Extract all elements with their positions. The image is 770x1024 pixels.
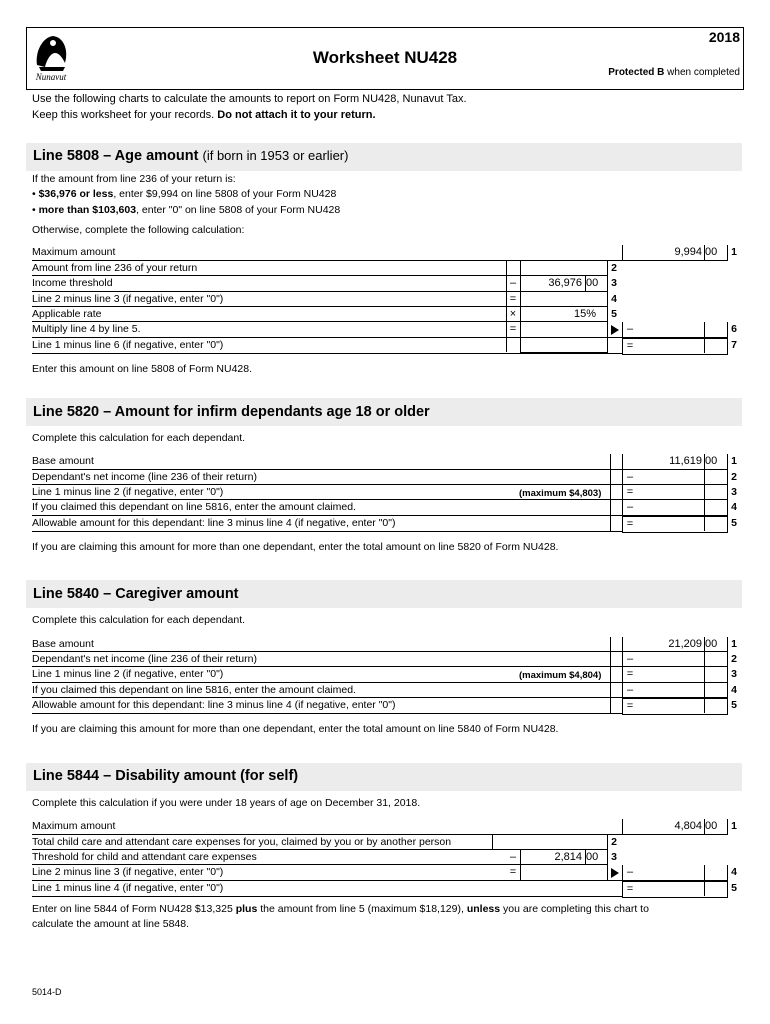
- s5840-line5-field[interactable]: [622, 698, 728, 715]
- divider: [32, 499, 622, 500]
- equals-operator: =: [509, 323, 517, 335]
- intro-line-2: [32, 109, 376, 121]
- s5840-row-3: Line 1 minus line 2 (if negative, enter "0"): [32, 668, 224, 680]
- s5808-bullet-1-bold: $36,976 or less: [38, 188, 114, 200]
- s5808-row-4: Line 2 minus line 3 (if negative, enter "0"): [32, 293, 224, 305]
- s5844-note-2: calculate the amount at line 5848.: [32, 918, 190, 930]
- s5844-row-4: Line 2 minus line 3 (if negative, enter "0"): [32, 866, 224, 878]
- s5808-p2: Otherwise, complete the following calculation:: [32, 224, 245, 236]
- s5844-line1-dollars: 4,804: [674, 820, 702, 832]
- section-title-5808: [33, 148, 348, 164]
- s5844-row-5: Line 1 minus line 4 (if negative, enter "0"): [32, 882, 224, 894]
- intro-do-not-attach: Do not attach it to your return.: [217, 109, 376, 121]
- section-heading-5820: – Amount for infirm dependants age 18 or older: [103, 404, 430, 420]
- s5844-note-c: you are completing this chart to: [500, 903, 649, 915]
- divider: [32, 682, 622, 683]
- line-number-1: 1: [731, 455, 737, 467]
- cents-separator: [704, 322, 705, 353]
- section-sub-5808: (if born in 1953 or earlier): [202, 148, 349, 163]
- divider: [32, 531, 622, 532]
- s5808-bullet-1-rest: , enter $9,994 on line 5808 of your Form NU428: [113, 188, 337, 200]
- divider: [32, 484, 622, 485]
- line-number-4: 4: [611, 293, 617, 305]
- equals-operator: =: [509, 293, 517, 305]
- s5844-note-unless: unless: [466, 903, 501, 915]
- s5844-note-1: [32, 903, 649, 915]
- s5808-line7-field[interactable]: [622, 338, 728, 355]
- s5844-line5-field[interactable]: [622, 881, 728, 898]
- divider: [32, 666, 622, 667]
- logo-text: Nunavut: [35, 72, 67, 82]
- page-title: Worksheet NU428: [312, 48, 458, 67]
- section-heading-5840: – Caregiver amount: [103, 586, 239, 602]
- s5808-line3-dollars: 36,976: [548, 277, 582, 289]
- section-title-5840: [33, 586, 239, 602]
- s5820-row-2: Dependant's net income (line 236 of their return): [32, 471, 257, 483]
- arrow-right-icon: [611, 868, 619, 878]
- equals-operator: =: [626, 883, 634, 895]
- intro-line-1: Use the following charts to calculate the amounts to report on Form NU428, Nunavut Tax.: [32, 93, 467, 105]
- protected-suffix: when completed: [667, 67, 740, 78]
- s5840-row-4: If you claimed this dependant on line 5816, enter the amount claimed.: [32, 684, 356, 696]
- line-number-3: 3: [731, 668, 737, 680]
- divider: [32, 515, 622, 516]
- line-number-5: 5: [731, 517, 737, 529]
- divider: [32, 651, 622, 652]
- s5808-row-6: Multiply line 4 by line 5.: [32, 323, 141, 335]
- s5844-line3-dollars: 2,814: [554, 851, 582, 863]
- s5840-row-1: Base amount: [32, 638, 94, 650]
- s5840-line3-field[interactable]: [622, 667, 728, 683]
- s5840-line1-dollars: 21,209: [668, 638, 702, 650]
- line-number-5: 5: [731, 699, 737, 711]
- divider: [32, 697, 622, 698]
- s5808-row-2: Amount from line 236 of your return: [32, 262, 198, 274]
- s5844-row-2: Total child care and attendant care expenses for you, claimed by you or by another person: [32, 836, 452, 848]
- s5808-line6-field[interactable]: [622, 322, 728, 338]
- line-number-5: 5: [731, 882, 737, 894]
- divider: [32, 713, 622, 714]
- section-title-5844: [33, 768, 298, 784]
- s5840-line2-field[interactable]: [622, 652, 728, 667]
- intro-keep: Keep this worksheet for your records.: [32, 109, 215, 121]
- divider: [32, 353, 622, 354]
- section-heading-5808: – Age amount: [103, 148, 199, 164]
- s5844-p1: Complete this calculation if you were under 18 years of age on December 31, 2018.: [32, 797, 421, 809]
- s5808-line1-dollars: 9,994: [674, 246, 702, 258]
- s5820-note: If you are claiming this amount for more than one dependant, enter the total amount on line 5820 of Form NU428.: [32, 541, 559, 553]
- equals-operator: =: [626, 340, 634, 352]
- form-code: 5014-D: [32, 987, 62, 997]
- s5808-bullet-2: • more than $103,603, enter "0" on line 5808 of your Form NU428: [32, 204, 341, 216]
- protected-b: Protected B: [608, 67, 665, 78]
- s5808-bullet-2-bold: more than $103,603: [38, 204, 137, 216]
- s5808-line3-cents: 00: [586, 277, 599, 289]
- line-number-3: 3: [611, 277, 617, 289]
- minus-operator: –: [626, 323, 634, 335]
- divider: [32, 469, 622, 470]
- divider: [32, 896, 622, 897]
- line-number-1: 1: [731, 638, 737, 650]
- s5808-p1: If the amount from line 236 of your return is:: [32, 173, 236, 185]
- s5844-line1-cents: 00: [705, 820, 718, 832]
- times-operator: ×: [509, 308, 517, 320]
- s5844-row-1: Maximum amount: [32, 820, 116, 832]
- equals-operator: =: [626, 518, 634, 530]
- minus-operator: –: [626, 501, 634, 513]
- s5808-row-7: Line 1 minus line 6 (if negative, enter "0"): [32, 339, 224, 351]
- arrow-right-icon: [611, 325, 619, 335]
- minus-operator: –: [626, 684, 634, 696]
- s5820-row-1: Base amount: [32, 455, 94, 467]
- s5820-line5-field[interactable]: [622, 516, 728, 533]
- s5820-row-5: Allowable amount for this dependant: line 3 minus line 4 (if negative, enter "0"): [32, 517, 396, 529]
- s5844-note-a: Enter on line 5844 of Form NU428 $13,325: [32, 903, 236, 915]
- line-number-3: 3: [611, 851, 617, 863]
- minus-operator: –: [509, 277, 517, 289]
- s5840-line1-cents: 00: [705, 638, 718, 650]
- cents-separator: [704, 865, 705, 896]
- line-number-4: 4: [731, 684, 737, 696]
- s5844-row-3: Threshold for child and attendant care expenses: [32, 851, 257, 863]
- s5840-maximum: (maximum $4,804): [519, 670, 602, 681]
- s5808-row-5: Applicable rate: [32, 308, 102, 320]
- tax-year: 2018: [708, 29, 740, 45]
- minus-operator: –: [626, 471, 634, 483]
- line-number-2: 2: [731, 653, 737, 665]
- s5808-bullet-2-rest: , enter "0" on line 5808 of your Form NU428: [136, 204, 341, 216]
- s5808-row-3: Income threshold: [32, 277, 113, 289]
- s5808-bullet-1: • $36,976 or less, enter $9,994 on line 5808 of your Form NU428: [32, 188, 337, 200]
- minus-operator: –: [626, 866, 634, 878]
- column-rule: [610, 454, 611, 531]
- s5808-row-1: Maximum amount: [32, 246, 116, 258]
- protected-label: [608, 67, 740, 78]
- s5840-row-2: Dependant's net income (line 236 of their return): [32, 653, 257, 665]
- line-number-1: 1: [731, 820, 737, 832]
- s5844-line4-mid-field[interactable]: [520, 865, 608, 881]
- equals-operator: =: [626, 700, 634, 712]
- minus-operator: –: [626, 653, 634, 665]
- s5844-note-b: the amount from line 5 (maximum $18,129),: [257, 903, 467, 915]
- equals-operator: =: [626, 486, 634, 498]
- s5844-line3-cents: 00: [586, 851, 599, 863]
- line-number-7: 7: [731, 339, 737, 351]
- s5820-line3-field[interactable]: [622, 485, 728, 500]
- cents-separator: [704, 454, 705, 531]
- line-number-2: 2: [611, 262, 617, 274]
- s5840-p1: Complete this calculation for each dependant.: [32, 614, 246, 626]
- s5844-line2-field[interactable]: [492, 835, 608, 850]
- s5808-mid-blank: [520, 338, 608, 353]
- line-number-2: 2: [731, 471, 737, 483]
- section-title-5820: [33, 404, 430, 420]
- cents-separator: [704, 637, 705, 713]
- s5820-row-3: Line 1 minus line 2 (if negative, enter "0"): [32, 486, 224, 498]
- line-number-5840: Line 5840: [33, 586, 100, 602]
- line-number-5: 5: [611, 308, 617, 320]
- s5840-row-5: Allowable amount for this dependant: line 3 minus line 4 (if negative, enter "0"): [32, 699, 396, 711]
- s5844-line4-field[interactable]: [622, 865, 728, 881]
- s5808-line6-mid-field[interactable]: [520, 322, 608, 338]
- s5840-note: If you are claiming this amount for more than one dependant, enter the total amount on line 5840 of Form NU428.: [32, 723, 559, 735]
- line-number-6: 6: [731, 323, 737, 335]
- s5820-line4-field[interactable]: [622, 500, 728, 516]
- s5820-line1-cents: 00: [705, 455, 718, 467]
- line-number-4: 4: [731, 866, 737, 878]
- minus-operator: –: [509, 851, 517, 863]
- line-number-1: 1: [731, 246, 737, 258]
- s5840-line4-field[interactable]: [622, 683, 728, 698]
- s5808-line4-field[interactable]: [520, 292, 608, 307]
- s5820-p1: Complete this calculation for each dependant.: [32, 432, 246, 444]
- line-number-3: 3: [731, 486, 737, 498]
- column-rule: [610, 637, 611, 713]
- s5844-note-plus: plus: [235, 903, 258, 915]
- s5808-line2-field[interactable]: [520, 261, 608, 276]
- s5820-line1-dollars: 11,619: [669, 455, 702, 467]
- line-number-4: 4: [731, 501, 737, 513]
- s5820-maximum: (maximum $4,803): [519, 488, 602, 499]
- s5808-line1-cents: 00: [705, 246, 718, 258]
- s5820-row-4: If you claimed this dependant on line 5816, enter the amount claimed.: [32, 501, 356, 513]
- cents-separator: [704, 819, 705, 834]
- s5808-line5-rate: 15%: [573, 308, 596, 320]
- equals-operator: =: [509, 866, 517, 878]
- line-number-5844: Line 5844: [33, 768, 100, 784]
- section-heading-5844: – Disability amount (for self): [103, 768, 299, 784]
- s5808-note: Enter this amount on line 5808 of Form NU428.: [32, 363, 253, 375]
- s5820-line2-field[interactable]: [622, 470, 728, 485]
- line-number-5808: Line 5808: [33, 148, 100, 164]
- equals-operator: =: [626, 668, 634, 680]
- line-number-2: 2: [611, 836, 617, 848]
- line-number-5820: Line 5820: [33, 404, 100, 420]
